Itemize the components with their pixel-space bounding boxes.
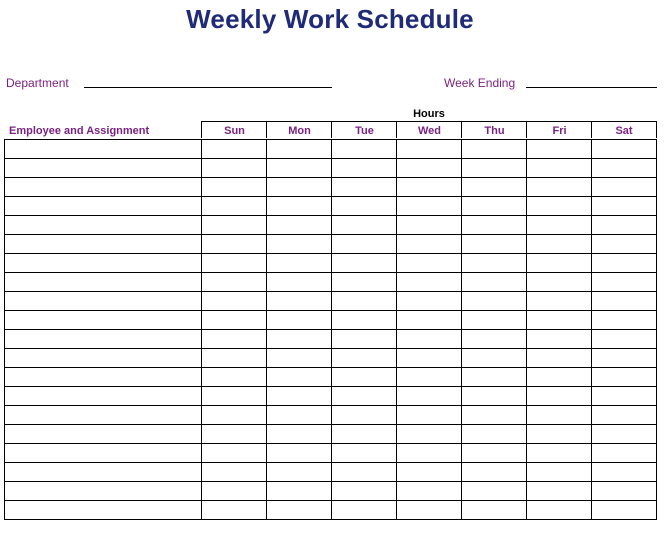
hours-cell-thu[interactable]	[462, 178, 527, 197]
hours-cell-mon[interactable]	[267, 254, 332, 273]
hours-cell-thu[interactable]	[462, 254, 527, 273]
hours-cell-fri[interactable]	[527, 330, 592, 349]
hours-cell-tue[interactable]	[332, 178, 397, 197]
hours-cell-mon[interactable]	[267, 387, 332, 406]
hours-cell-sat[interactable]	[592, 349, 657, 368]
hours-cell-sun[interactable]	[202, 311, 267, 330]
employee-cell[interactable]	[5, 330, 202, 349]
hours-cell-tue[interactable]	[332, 140, 397, 159]
hours-cell-thu[interactable]	[462, 501, 527, 520]
hours-cell-fri[interactable]	[527, 273, 592, 292]
hours-cell-wed[interactable]	[397, 292, 462, 311]
hours-cell-sun[interactable]	[202, 425, 267, 444]
hours-cell-fri[interactable]	[527, 178, 592, 197]
hours-cell-sun[interactable]	[202, 140, 267, 159]
hours-cell-sun[interactable]	[202, 159, 267, 178]
hours-cell-mon[interactable]	[267, 463, 332, 482]
hours-cell-thu[interactable]	[462, 406, 527, 425]
hours-cell-tue[interactable]	[332, 501, 397, 520]
week-ending-field[interactable]	[526, 87, 657, 88]
hours-cell-fri[interactable]	[527, 406, 592, 425]
table-row	[5, 501, 657, 520]
department-label: Department	[6, 76, 69, 90]
day-header-sun: Sun	[201, 121, 267, 138]
hours-cell-fri[interactable]	[527, 159, 592, 178]
hours-cell-thu[interactable]	[462, 463, 527, 482]
hours-cell-sat[interactable]	[592, 178, 657, 197]
hours-cell-thu[interactable]	[462, 273, 527, 292]
hours-cell-wed[interactable]	[397, 501, 462, 520]
hours-cell-sat[interactable]	[592, 311, 657, 330]
day-header-mon: Mon	[266, 121, 332, 138]
hours-cell-sat[interactable]	[592, 330, 657, 349]
hours-group-header: Hours	[413, 108, 445, 120]
hours-cell-tue[interactable]	[332, 349, 397, 368]
hours-cell-fri[interactable]	[527, 482, 592, 501]
table-row	[5, 425, 657, 444]
hours-cell-wed[interactable]	[397, 425, 462, 444]
hours-cell-thu[interactable]	[462, 387, 527, 406]
table-row	[5, 159, 657, 178]
hours-cell-tue[interactable]	[332, 273, 397, 292]
hours-cell-sat[interactable]	[592, 406, 657, 425]
hours-cell-sat[interactable]	[592, 197, 657, 216]
hours-cell-sun[interactable]	[202, 444, 267, 463]
employee-cell[interactable]	[5, 292, 202, 311]
hours-cell-mon[interactable]	[267, 444, 332, 463]
hours-cell-sun[interactable]	[202, 368, 267, 387]
employee-cell[interactable]	[5, 444, 202, 463]
hours-cell-wed[interactable]	[397, 197, 462, 216]
table-row	[5, 463, 657, 482]
hours-cell-sun[interactable]	[202, 387, 267, 406]
hours-cell-mon[interactable]	[267, 159, 332, 178]
hours-cell-thu[interactable]	[462, 444, 527, 463]
hours-cell-wed[interactable]	[397, 387, 462, 406]
hours-cell-mon[interactable]	[267, 406, 332, 425]
employee-cell[interactable]	[5, 406, 202, 425]
hours-cell-fri[interactable]	[527, 197, 592, 216]
employee-cell[interactable]	[5, 311, 202, 330]
hours-cell-sun[interactable]	[202, 197, 267, 216]
hours-cell-tue[interactable]	[332, 311, 397, 330]
hours-cell-thu[interactable]	[462, 349, 527, 368]
hours-cell-sun[interactable]	[202, 235, 267, 254]
hours-cell-fri[interactable]	[527, 140, 592, 159]
hours-cell-fri[interactable]	[527, 463, 592, 482]
table-row	[5, 254, 657, 273]
table-row	[5, 482, 657, 501]
hours-cell-sat[interactable]	[592, 254, 657, 273]
hours-cell-mon[interactable]	[267, 216, 332, 235]
table-row	[5, 387, 657, 406]
hours-cell-wed[interactable]	[397, 463, 462, 482]
hours-cell-sat[interactable]	[592, 482, 657, 501]
table-row	[5, 444, 657, 463]
hours-cell-thu[interactable]	[462, 330, 527, 349]
table-row	[5, 216, 657, 235]
hours-cell-sun[interactable]	[202, 330, 267, 349]
table-row	[5, 330, 657, 349]
day-header-thu: Thu	[461, 121, 527, 138]
hours-cell-wed[interactable]	[397, 444, 462, 463]
hours-cell-tue[interactable]	[332, 387, 397, 406]
hours-cell-thu[interactable]	[462, 140, 527, 159]
hours-cell-thu[interactable]	[462, 482, 527, 501]
hours-cell-sat[interactable]	[592, 235, 657, 254]
hours-cell-thu[interactable]	[462, 216, 527, 235]
hours-cell-thu[interactable]	[462, 159, 527, 178]
day-header-sat: Sat	[591, 121, 657, 138]
hours-cell-mon[interactable]	[267, 330, 332, 349]
hours-cell-thu[interactable]	[462, 197, 527, 216]
employee-cell[interactable]	[5, 178, 202, 197]
table-row	[5, 140, 657, 159]
employee-cell[interactable]	[5, 425, 202, 444]
hours-cell-sat[interactable]	[592, 140, 657, 159]
hours-cell-mon[interactable]	[267, 235, 332, 254]
hours-cell-fri[interactable]	[527, 387, 592, 406]
hours-cell-sat[interactable]	[592, 292, 657, 311]
hours-cell-mon[interactable]	[267, 349, 332, 368]
employee-cell[interactable]	[5, 368, 202, 387]
hours-cell-tue[interactable]	[332, 216, 397, 235]
schedule-table	[4, 139, 657, 520]
hours-cell-fri[interactable]	[527, 254, 592, 273]
employee-cell[interactable]	[5, 197, 202, 216]
hours-cell-sun[interactable]	[202, 406, 267, 425]
hours-cell-sun[interactable]	[202, 501, 267, 520]
employee-cell[interactable]	[5, 482, 202, 501]
hours-cell-tue[interactable]	[332, 159, 397, 178]
hours-cell-wed[interactable]	[397, 311, 462, 330]
hours-cell-thu[interactable]	[462, 235, 527, 254]
hours-cell-sat[interactable]	[592, 501, 657, 520]
table-row	[5, 235, 657, 254]
hours-cell-mon[interactable]	[267, 273, 332, 292]
table-row	[5, 368, 657, 387]
hours-cell-sat[interactable]	[592, 463, 657, 482]
table-row	[5, 273, 657, 292]
hours-cell-mon[interactable]	[267, 482, 332, 501]
employee-cell[interactable]	[5, 254, 202, 273]
table-row	[5, 197, 657, 216]
hours-cell-sat[interactable]	[592, 368, 657, 387]
department-field[interactable]	[84, 87, 332, 88]
hours-cell-sun[interactable]	[202, 216, 267, 235]
hours-cell-sun[interactable]	[202, 463, 267, 482]
employee-cell[interactable]	[5, 387, 202, 406]
hours-cell-sun[interactable]	[202, 178, 267, 197]
table-row	[5, 178, 657, 197]
employee-cell[interactable]	[5, 273, 202, 292]
hours-cell-wed[interactable]	[397, 140, 462, 159]
hours-cell-fri[interactable]	[527, 425, 592, 444]
hours-cell-thu[interactable]	[462, 311, 527, 330]
hours-cell-fri[interactable]	[527, 368, 592, 387]
employee-cell[interactable]	[5, 235, 202, 254]
hours-cell-fri[interactable]	[527, 349, 592, 368]
hours-cell-mon[interactable]	[267, 292, 332, 311]
hours-cell-tue[interactable]	[332, 235, 397, 254]
hours-cell-sat[interactable]	[592, 216, 657, 235]
hours-cell-tue[interactable]	[332, 330, 397, 349]
hours-cell-thu[interactable]	[462, 368, 527, 387]
hours-cell-wed[interactable]	[397, 482, 462, 501]
table-row	[5, 311, 657, 330]
hours-cell-sat[interactable]	[592, 425, 657, 444]
table-row	[5, 349, 657, 368]
hours-cell-wed[interactable]	[397, 216, 462, 235]
hours-cell-tue[interactable]	[332, 425, 397, 444]
hours-cell-tue[interactable]	[332, 482, 397, 501]
employee-cell[interactable]	[5, 216, 202, 235]
hours-cell-fri[interactable]	[527, 311, 592, 330]
hours-cell-fri[interactable]	[527, 292, 592, 311]
hours-cell-wed[interactable]	[397, 349, 462, 368]
hours-cell-wed[interactable]	[397, 330, 462, 349]
employee-cell[interactable]	[5, 140, 202, 159]
hours-cell-sat[interactable]	[592, 159, 657, 178]
table-row	[5, 406, 657, 425]
hours-cell-wed[interactable]	[397, 368, 462, 387]
hours-cell-mon[interactable]	[267, 140, 332, 159]
hours-cell-wed[interactable]	[397, 235, 462, 254]
employee-cell[interactable]	[5, 159, 202, 178]
employee-cell[interactable]	[5, 501, 202, 520]
hours-cell-mon[interactable]	[267, 501, 332, 520]
week-ending-label: Week Ending	[444, 76, 516, 90]
hours-cell-sat[interactable]	[592, 444, 657, 463]
day-header-fri: Fri	[526, 121, 592, 138]
hours-cell-wed[interactable]	[397, 406, 462, 425]
hours-cell-tue[interactable]	[332, 292, 397, 311]
hours-cell-wed[interactable]	[397, 273, 462, 292]
hours-cell-sun[interactable]	[202, 349, 267, 368]
employee-cell[interactable]	[5, 349, 202, 368]
hours-cell-mon[interactable]	[267, 311, 332, 330]
hours-cell-sun[interactable]	[202, 273, 267, 292]
hours-cell-sat[interactable]	[592, 273, 657, 292]
table-row	[5, 292, 657, 311]
employee-cell[interactable]	[5, 463, 202, 482]
hours-cell-sat[interactable]	[592, 387, 657, 406]
day-header-tue: Tue	[331, 121, 397, 138]
hours-cell-tue[interactable]	[332, 197, 397, 216]
hours-cell-thu[interactable]	[462, 425, 527, 444]
hours-cell-mon[interactable]	[267, 368, 332, 387]
hours-cell-thu[interactable]	[462, 292, 527, 311]
hours-cell-tue[interactable]	[332, 463, 397, 482]
hours-cell-fri[interactable]	[527, 235, 592, 254]
hours-cell-sun[interactable]	[202, 482, 267, 501]
hours-cell-wed[interactable]	[397, 178, 462, 197]
hours-cell-tue[interactable]	[332, 368, 397, 387]
hours-cell-tue[interactable]	[332, 444, 397, 463]
hours-cell-sun[interactable]	[202, 292, 267, 311]
hours-cell-fri[interactable]	[527, 444, 592, 463]
hours-cell-tue[interactable]	[332, 254, 397, 273]
hours-cell-wed[interactable]	[397, 254, 462, 273]
hours-cell-fri[interactable]	[527, 216, 592, 235]
hours-cell-wed[interactable]	[397, 159, 462, 178]
day-header-wed: Wed	[396, 121, 462, 138]
page-title: Weekly Work Schedule	[186, 4, 474, 34]
employee-column-header: Employee and Assignment	[9, 125, 150, 137]
hours-cell-mon[interactable]	[267, 178, 332, 197]
hours-cell-fri[interactable]	[527, 501, 592, 520]
hours-cell-tue[interactable]	[332, 406, 397, 425]
hours-cell-sun[interactable]	[202, 254, 267, 273]
hours-cell-mon[interactable]	[267, 197, 332, 216]
hours-cell-mon[interactable]	[267, 425, 332, 444]
